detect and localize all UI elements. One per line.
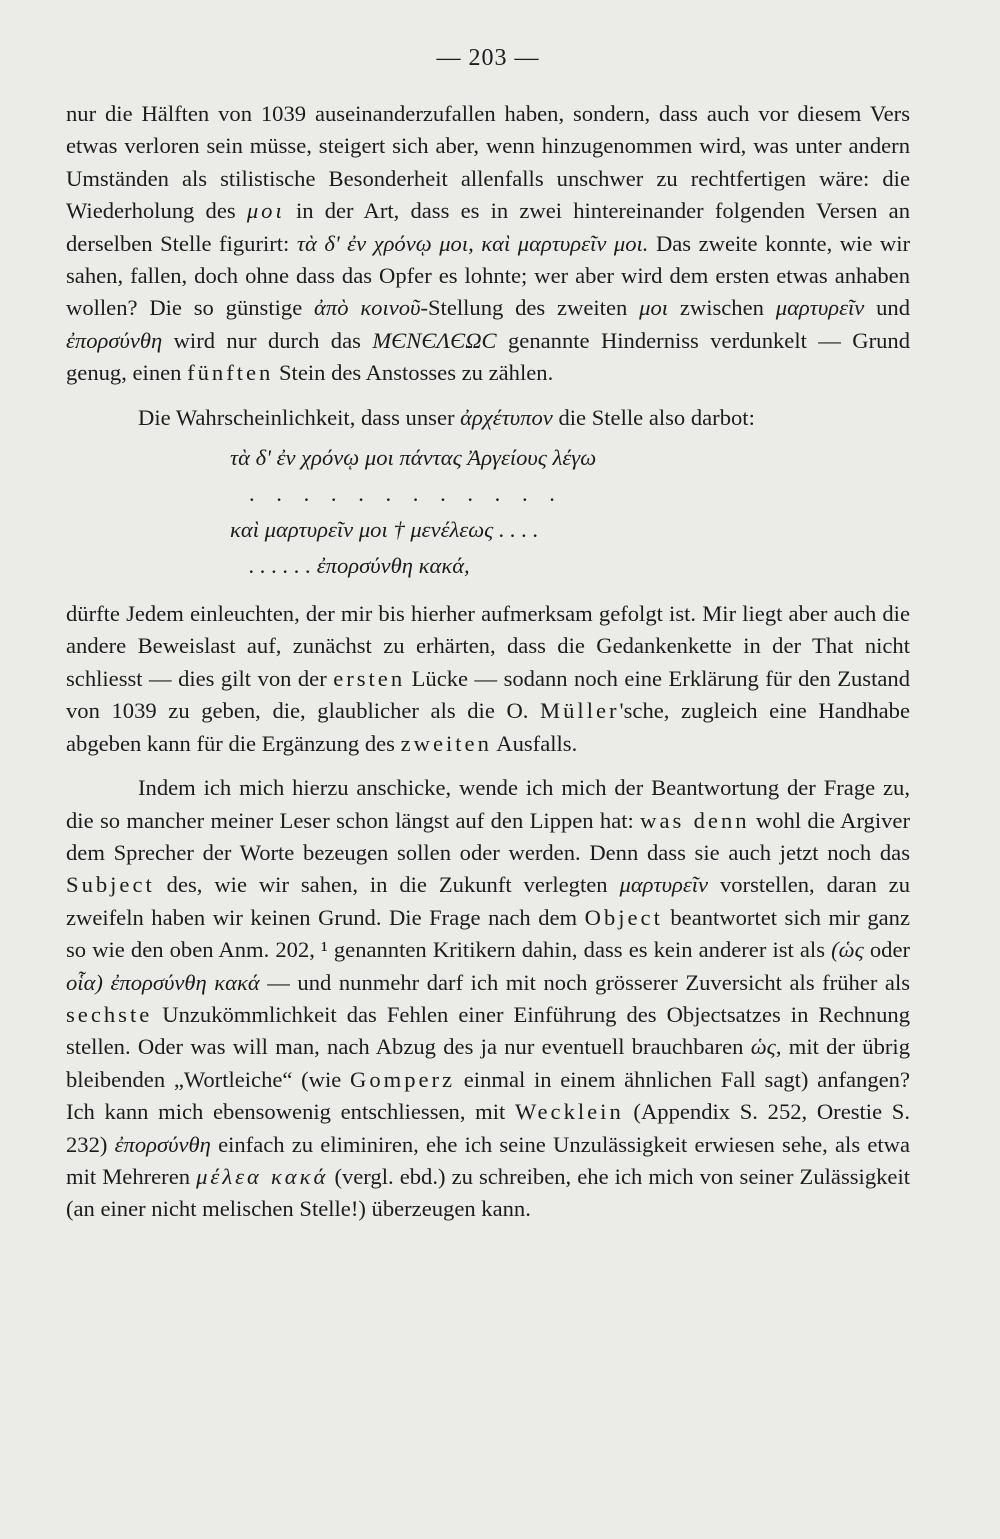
text-run: oder	[863, 937, 910, 963]
text-run: beantwortet sich mir ganz so wie den oben Anm. 202, ¹ genannten Kritikern dahin, dass es kein anderer ist als	[66, 904, 910, 963]
uncial-word: ΜЄΝЄΛЄΩϹ	[372, 327, 497, 353]
greek-word: ἐπορσύνθη	[114, 1131, 211, 1157]
text-run: einmal in einem ähnlichen Fall sagt) anfangen? Ich kann mich ebensowenig entschliessen, mit	[66, 1066, 910, 1125]
spaced-word: zweiten	[400, 730, 492, 756]
text-run: 'sche, zugleich eine Handhabe abgeben kann für die Ergänzung des	[66, 698, 910, 756]
spaced-word: sechste	[66, 1001, 153, 1027]
verse-line: καὶ μαρτυρεῖν μοι † μενέλεως . . . .	[230, 517, 539, 543]
spaced-word: ersten	[333, 665, 406, 691]
text-run: zwischen	[668, 295, 776, 321]
verse-line-dots: . . . . . . . . . . . .	[249, 481, 563, 507]
text-run: -Stellung des zweiten	[420, 295, 640, 321]
text-run: genannte Hinderniss verdunkelt — Grund genug, einen	[66, 327, 910, 386]
text-run: Indem ich mich hierzu anschicke, wende ich mich der Beantwortung der Frage zu, die so mancher meiner Leser schon längst auf den Lippen hat:	[66, 775, 910, 833]
text-run: und	[864, 295, 910, 321]
verse-line: . . . . . . ἐπορσύνθη κακά,	[249, 553, 470, 579]
text-run: dürfte Jedem einleuchten, der mir bis hierher aufmerksam gefolgt ist. Mir liegt aber auch die andere Beweislast auf, zunächst zu erhärten, dass die Gedankenkette in der That nicht schliesst — dies gilt von der	[66, 601, 910, 691]
spaced-name: Müller	[540, 698, 620, 724]
text-run: Stein des Anstosses zu zählen.	[273, 360, 554, 386]
greek-word: μαρτυρεῖν	[619, 872, 709, 898]
greek-phrase: οἷα) ἐπορσύνθη κακά	[66, 969, 260, 995]
page-number: — 203 —	[436, 45, 540, 71]
text-run: Ausfalls.	[491, 730, 578, 756]
greek-word: ἐπορσύνθη	[66, 327, 163, 353]
paragraph-3	[66, 598, 910, 760]
verse-quotation	[66, 440, 910, 584]
text-run: (vergl. ebd.) zu schreiben, ehe ich mich von seiner Zulässigkeit (an einer nicht melischen Stelle!) überzeugen kann.	[66, 1163, 911, 1222]
text-run: — und nunmehr darf ich mit noch grösserer Zuversicht als früher als	[259, 969, 911, 995]
text-run: wohl die Argiver dem Sprecher der Worte bezeugen sollen oder werden. Denn dass sie auch jetzt noch das	[66, 807, 910, 865]
text-run: , mit der übrig bleibenden „Wortleiche“ (wie	[66, 1034, 910, 1092]
text-run: Das zweite konnte, wie wir sahen, fallen, doch ohne dass das Opfer es lohnte; wer aber wird dem ersten etwas anhaben wollen? Die so günstige	[66, 230, 911, 321]
text-run: vorstellen, daran zu zweifeln haben wir keinen Grund. Die Frage nach dem	[66, 872, 910, 930]
spaced-name: Gomperz	[350, 1066, 456, 1092]
greek-word: ἀρχέτυπον	[460, 404, 553, 430]
greek-word: μοι	[639, 295, 669, 321]
text-run: wird nur durch das	[162, 327, 373, 353]
greek-word: μοι	[246, 198, 285, 224]
text-run: in der Art, dass es in zwei hintereinander folgenden Versen an derselben Stelle figurirt:	[66, 198, 910, 256]
paragraph-2	[66, 402, 910, 434]
text-run: Lücke — sodann noch eine Erklärung für den Zustand von 1039 zu geben, die, glaublicher als die O.	[66, 665, 910, 724]
spaced-name: Wecklein	[515, 1099, 624, 1125]
text-run: Unzukömmlichkeit das Fehlen einer Einführung des Objectsatzes in Rechnung stellen. Oder was will man, nach Abzug des ja nur eventuell brauchbaren	[66, 1001, 910, 1060]
verse-line: τὰ δ' ἐν χρόνῳ μοι πάντας Ἀργείους λέγω	[230, 445, 597, 471]
text-run: Die Wahrscheinlichkeit, dass unser	[138, 404, 461, 430]
text-run: nur die Hälften von 1039 auseinanderzufallen haben, sondern, dass auch vor diesem Vers etwas verloren sein müsse, steigert sich aber, wenn hinzugenommen wird, was unter andern Umständen als stilistische Besonderheit allenfalls unschwer zu rechtfertigen wäre: die Wiederholung des	[66, 101, 910, 224]
paragraph-1	[66, 98, 910, 390]
greek-word: (ὡς	[831, 937, 864, 963]
text-run: (Appendix S. 252, Orestie S. 232)	[66, 1099, 911, 1157]
greek-word: ἀπὸ κοινοῦ	[314, 295, 421, 321]
greek-word: μαρτυρεῖν	[775, 295, 865, 321]
text-run: einfach zu eliminiren, ehe ich seine Unzulässigkeit erwiesen sehe, als etwa mit Mehreren	[66, 1131, 910, 1189]
text-run: des, wie wir sahen, in die Zukunft verlegten	[154, 872, 620, 898]
greek-word: ὡς	[750, 1034, 776, 1060]
spaced-word: Object	[584, 904, 663, 930]
spaced-word: Subject	[66, 872, 155, 898]
greek-phrase: μέλεα κακά	[196, 1163, 329, 1189]
spaced-word: was denn	[640, 807, 750, 833]
text-run: die Stelle also darbot:	[552, 404, 755, 430]
greek-quote: τὰ δ' ἐν χρόνῳ μοι, καὶ μαρτυρεῖν μοι.	[296, 230, 649, 256]
spaced-word: fünften	[187, 360, 274, 386]
paragraph-4	[66, 772, 910, 1226]
